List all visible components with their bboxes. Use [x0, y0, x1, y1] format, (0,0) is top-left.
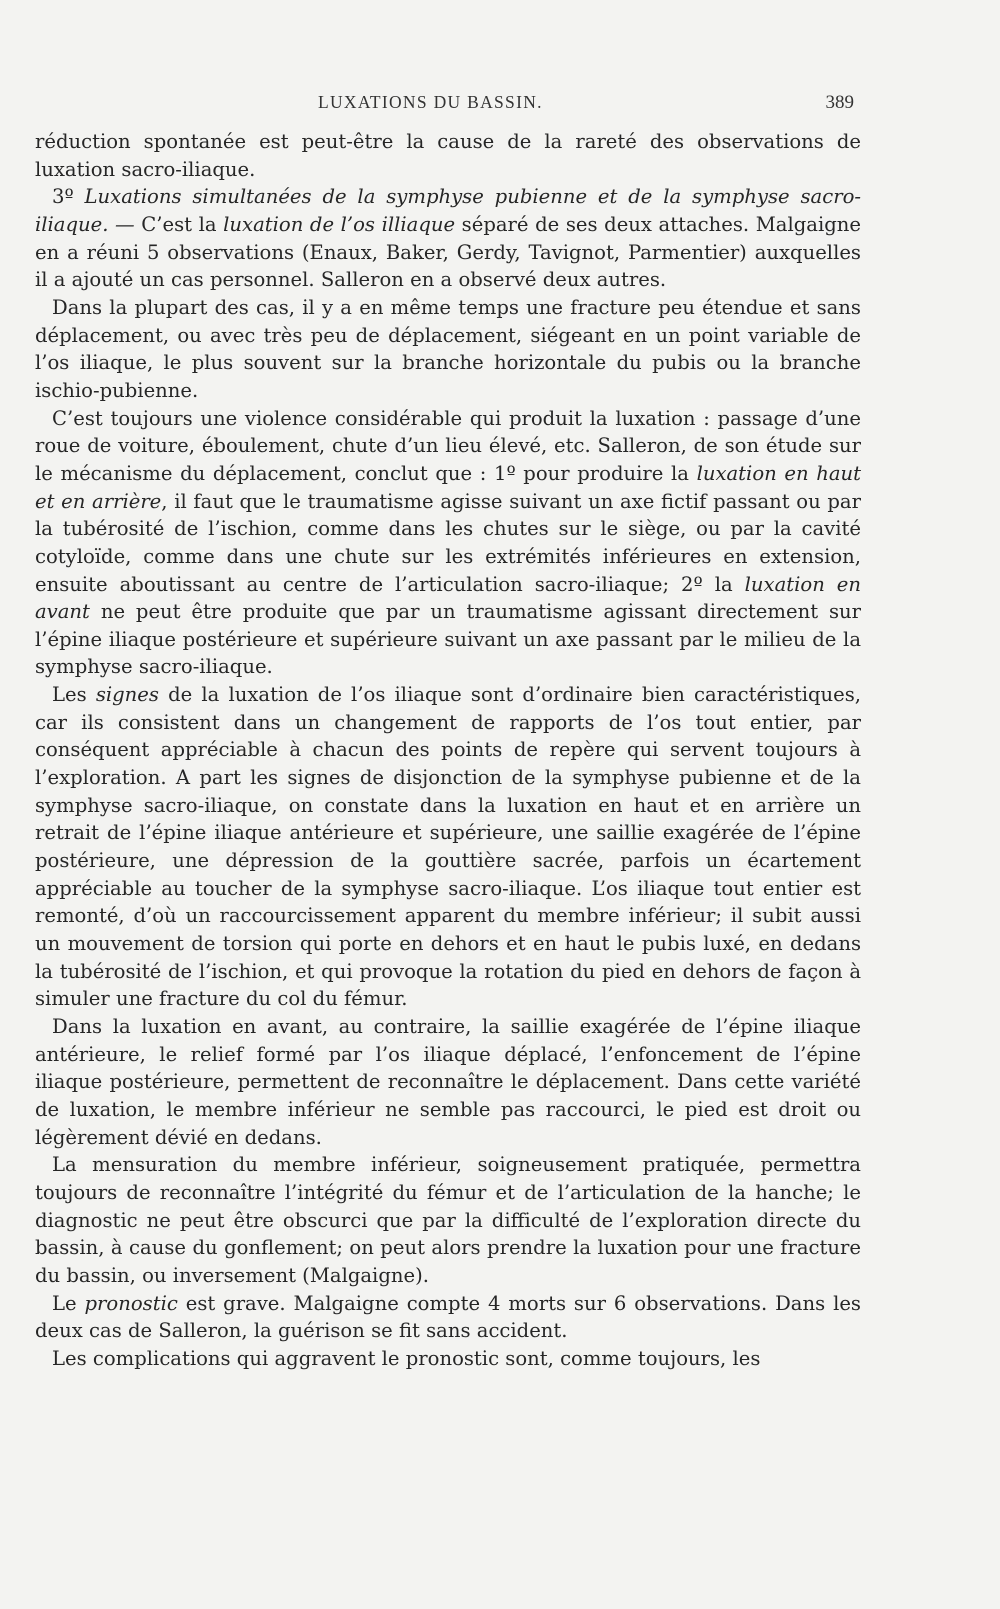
- running-head: [36, 92, 854, 122]
- paragraph-mechanism: C’est toujours une violence considérable qui produit la luxation : passage d’une roue de voiture, éboulement, chute d’un lieu élevé, etc. Salleron, de son étude sur le mécanisme du déplacement, conclut que : 1º pour produire la luxation en haut et en arrière, il faut que le traumatisme agisse suivant un axe fictif passant ou par la tubérosité de l’ischion, comme dans les chutes sur le siège, ou par la cavité cotyloïde, comme dans une chute sur les extrémités inférieures en extension, ensuite aboutissant au centre de l’articulation sacro-iliaque; 2º la luxation en avant ne peut être produite que par un traumatisme agissant directement sur l’épine iliaque postérieure et supérieure suivant un axe passant par le milieu de la symphyse sacro-iliaque.: [35, 406, 862, 679]
- italic-text: luxation en avant: [35, 572, 861, 624]
- paragraph-simultaneous-luxations: 3º Luxations simultanées de la symphyse pubienne et de la symphyse sacro-iliaque. — C’est la luxation de l’os illiaque séparé de ses deux attaches. Malgaigne en a réuni 5 observations (Enaux, Baker, Gerdy, Tavignot, Parmentier) auxquelles il a ajouté un cas personnel. Salleron en a observé deux autres.: [35, 185, 861, 292]
- paragraph-complications: Les complications qui aggravent le pronostic sont, comme toujours, les: [52, 1346, 761, 1370]
- paragraph-prognosis: Le pronostic est grave. Malgaigne compte 4 morts sur 6 observations. Dans les deux cas de Salleron, la guérison se fit sans accident.: [35, 1291, 861, 1343]
- paragraph-measurement: La mensuration du membre inférieur, soigneusement pratiquée, permettra toujours de reconnaître l’intégrité du fémur et de l’articulation de la hanche; le diagnostic ne peut être obscurci que par la difficulté de l’exploration directe du bassin, à cause du gonflement; on peut alors prendre la luxation pour une fracture du bassin, ou inversement (Malgaigne).: [35, 1153, 861, 1287]
- italic-text: luxation de l’os illiaque: [223, 212, 456, 236]
- italic-text: pronostic: [84, 1291, 178, 1315]
- italic-text: luxation en haut et en arrière: [35, 461, 862, 513]
- running-title: LUXATIONS DU BASSIN.: [318, 92, 543, 112]
- paragraph-continuation: réduction spontanée est peut-être la cause de la rareté des observations de luxation sacro-iliaque.: [35, 130, 861, 181]
- body-text: [35, 128, 861, 1373]
- italic-text: signes: [95, 683, 159, 707]
- page-number: 389: [825, 92, 854, 113]
- paragraph-associated-fracture: Dans la plupart des cas, il y a en même temps une fracture peu étendue et sans déplacement, ou avec très peu de déplacement, siégeant en un point variable de l’os iliaque, le plus souvent sur la branche horizontale du pubis ou la branche ischio-pubienne.: [35, 295, 861, 402]
- paragraph-signs: Les signes de la luxation de l’os iliaque sont d’ordinaire bien caractéristiques, car ils consistent dans un changement de rapports de l’os tout entier, par conséquent appréciable à chacun des points de repère qui servent toujours à l’exploration. A part les signes de disjonction de la symphyse pubienne et de la symphyse sacro-iliaque, on constate dans la luxation en haut et en arrière un retrait de l’épine iliaque antérieure et supérieure, une saillie exagérée de l’épine postérieure, une dépression de la gouttière sacrée, parfois un écartement appréciable au toucher de la symphyse sacro-iliaque. L’os iliaque tout entier est remonté, d’où un raccourcissement apparent du membre inférieur; il subit aussi un mouvement de torsion qui porte en dehors et en haut le pubis luxé, en dedans la tubérosité de l’ischion, et qui provoque la rotation du pied en dehors de façon à simuler une fracture du col du fémur.: [35, 683, 861, 1011]
- italic-text: Luxations simultanées de la symphyse pubienne et de la symphyse sacro-iliaque. —: [35, 185, 861, 236]
- paragraph-forward-luxation: Dans la luxation en avant, au contraire, la saillie exagérée de l’épine iliaque antérieure, le relief formé par l’os iliaque déplacé, l’enfoncement de l’épine iliaque postérieure, permettent de reconnaître le déplacement. Dans cette variété de luxation, le membre inférieur ne semble pas raccourci, le pied est droit ou légèrement dévié en dedans.: [35, 1015, 861, 1149]
